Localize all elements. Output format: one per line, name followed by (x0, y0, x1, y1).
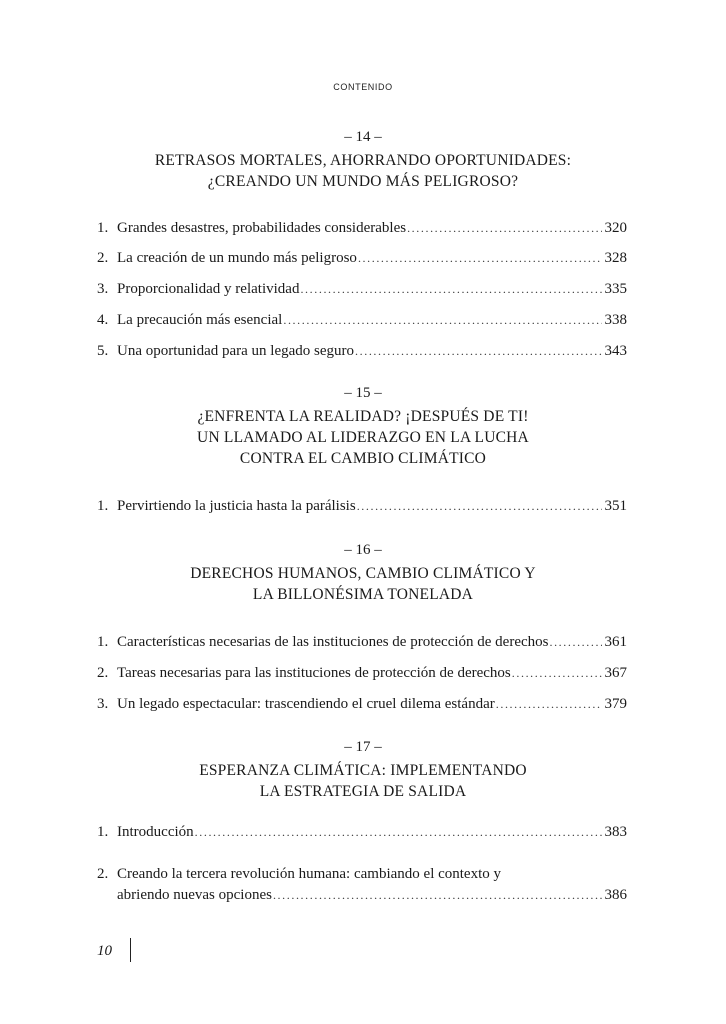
entry-title-continuation: abriendo nuevas opciones (117, 887, 272, 903)
toc-entry[interactable] (97, 248, 627, 269)
entry-page-number: 379 (604, 696, 627, 712)
dot-leader (355, 341, 601, 362)
chapter-title-line: RETRASOS MORTALES, AHORRANDO OPORTUNIDADES: (154, 152, 572, 169)
entry-number: 5. (97, 343, 109, 359)
toc-entry[interactable] (97, 218, 627, 239)
dot-leader (195, 822, 602, 843)
entry-title: Pervirtiendo la justicia hasta la parálisis (117, 498, 356, 514)
entry-page-number: 335 (604, 281, 627, 297)
entry-number: 2. (97, 866, 109, 882)
dot-leader (283, 310, 601, 331)
toc-entry[interactable] (97, 864, 627, 906)
entry-page-number: 338 (604, 312, 627, 328)
dot-leader (300, 279, 601, 300)
chapter-heading-17 (0, 738, 726, 802)
chapter-title (0, 563, 726, 605)
entry-number: 3. (97, 281, 109, 297)
chapter-title (0, 760, 726, 802)
entry-number: 3. (97, 696, 109, 712)
entry-page-number: 386 (604, 887, 627, 903)
entry-number: 1. (97, 824, 109, 840)
chapter-number: – 15 – (344, 385, 382, 401)
toc-entry[interactable] (97, 632, 627, 653)
chapter-title-line: ¿CREANDO UN MUNDO MÁS PELIGROSO? (207, 173, 519, 190)
entry-page-number: 361 (604, 634, 627, 650)
chapter-number: – 16 – (344, 542, 382, 558)
running-head: CONTENIDO (333, 82, 393, 92)
entry-title: Introducción (117, 824, 194, 840)
chapter-title-line: ESPERANZA CLIMÁTICA: IMPLEMENTANDO (199, 762, 527, 779)
toc-entry[interactable] (97, 694, 627, 715)
entry-number: 2. (97, 665, 109, 681)
entry-number: 1. (97, 220, 109, 236)
entry-page-number: 383 (604, 824, 627, 840)
entry-title: Proporcionalidad y relatividad (117, 281, 300, 297)
entry-page-number: 320 (604, 220, 627, 236)
dot-leader (407, 218, 601, 239)
chapter-title-line: DERECHOS HUMANOS, CAMBIO CLIMÁTICO Y (190, 565, 536, 582)
toc-entry[interactable] (97, 310, 627, 331)
dot-leader (512, 663, 602, 684)
dot-leader (358, 248, 602, 269)
entry-page-number: 343 (604, 343, 627, 359)
toc-entry[interactable] (97, 663, 627, 684)
entry-title: Tareas necesarias para las instituciones de protección de derechos (117, 665, 511, 681)
toc-entry[interactable] (97, 279, 627, 300)
entry-page-number: 351 (604, 498, 627, 514)
toc-entry[interactable] (97, 341, 627, 362)
entry-number: 4. (97, 312, 109, 328)
toc-entry[interactable] (97, 822, 627, 843)
entry-number: 1. (97, 634, 109, 650)
entry-title: Un legado espectacular: trascendiendo el cruel dilema estándar (117, 696, 495, 712)
chapter-title-line: LA ESTRATEGIA DE SALIDA (259, 783, 467, 800)
chapter-title-line: UN LLAMADO AL LIDERAZGO EN LA LUCHA (197, 429, 529, 446)
entry-title: Creando la tercera revolución humana: cambiando el contexto y (117, 866, 502, 882)
folio-divider (130, 938, 131, 962)
chapter-number: – 17 – (344, 739, 382, 755)
entry-title: La precaución más esencial (117, 312, 283, 328)
page-number: 10 (97, 943, 112, 959)
entry-title: La creación de un mundo más peligroso (117, 250, 357, 266)
entry-number: 1. (97, 498, 109, 514)
entry-title: Una oportunidad para un legado seguro (117, 343, 355, 359)
dot-leader (496, 694, 602, 715)
chapter-title-line: CONTRA EL CAMBIO CLIMÁTICO (239, 450, 487, 467)
chapter-title (0, 150, 726, 192)
dot-leader (357, 496, 602, 517)
entry-page-number: 328 (604, 250, 627, 266)
entry-number: 2. (97, 250, 109, 266)
entry-title: Características necesarias de las instituciones de protección de derechos (117, 634, 549, 650)
toc-entry[interactable] (97, 496, 627, 517)
chapter-heading-15 (0, 384, 726, 469)
chapter-heading-14 (0, 128, 726, 192)
chapter-title-line: ¿ENFRENTA LA REALIDAD? ¡DESPUÉS DE TI! (197, 408, 529, 425)
chapter-number: – 14 – (344, 129, 382, 145)
chapter-title (0, 406, 726, 469)
chapter-heading-16 (0, 541, 726, 605)
dot-leader (273, 885, 602, 906)
entry-page-number: 367 (604, 665, 627, 681)
chapter-title-line: LA BILLONÉSIMA TONELADA (252, 586, 474, 603)
entry-title: Grandes desastres, probabilidades considerables (117, 220, 407, 236)
dot-leader (549, 632, 601, 653)
